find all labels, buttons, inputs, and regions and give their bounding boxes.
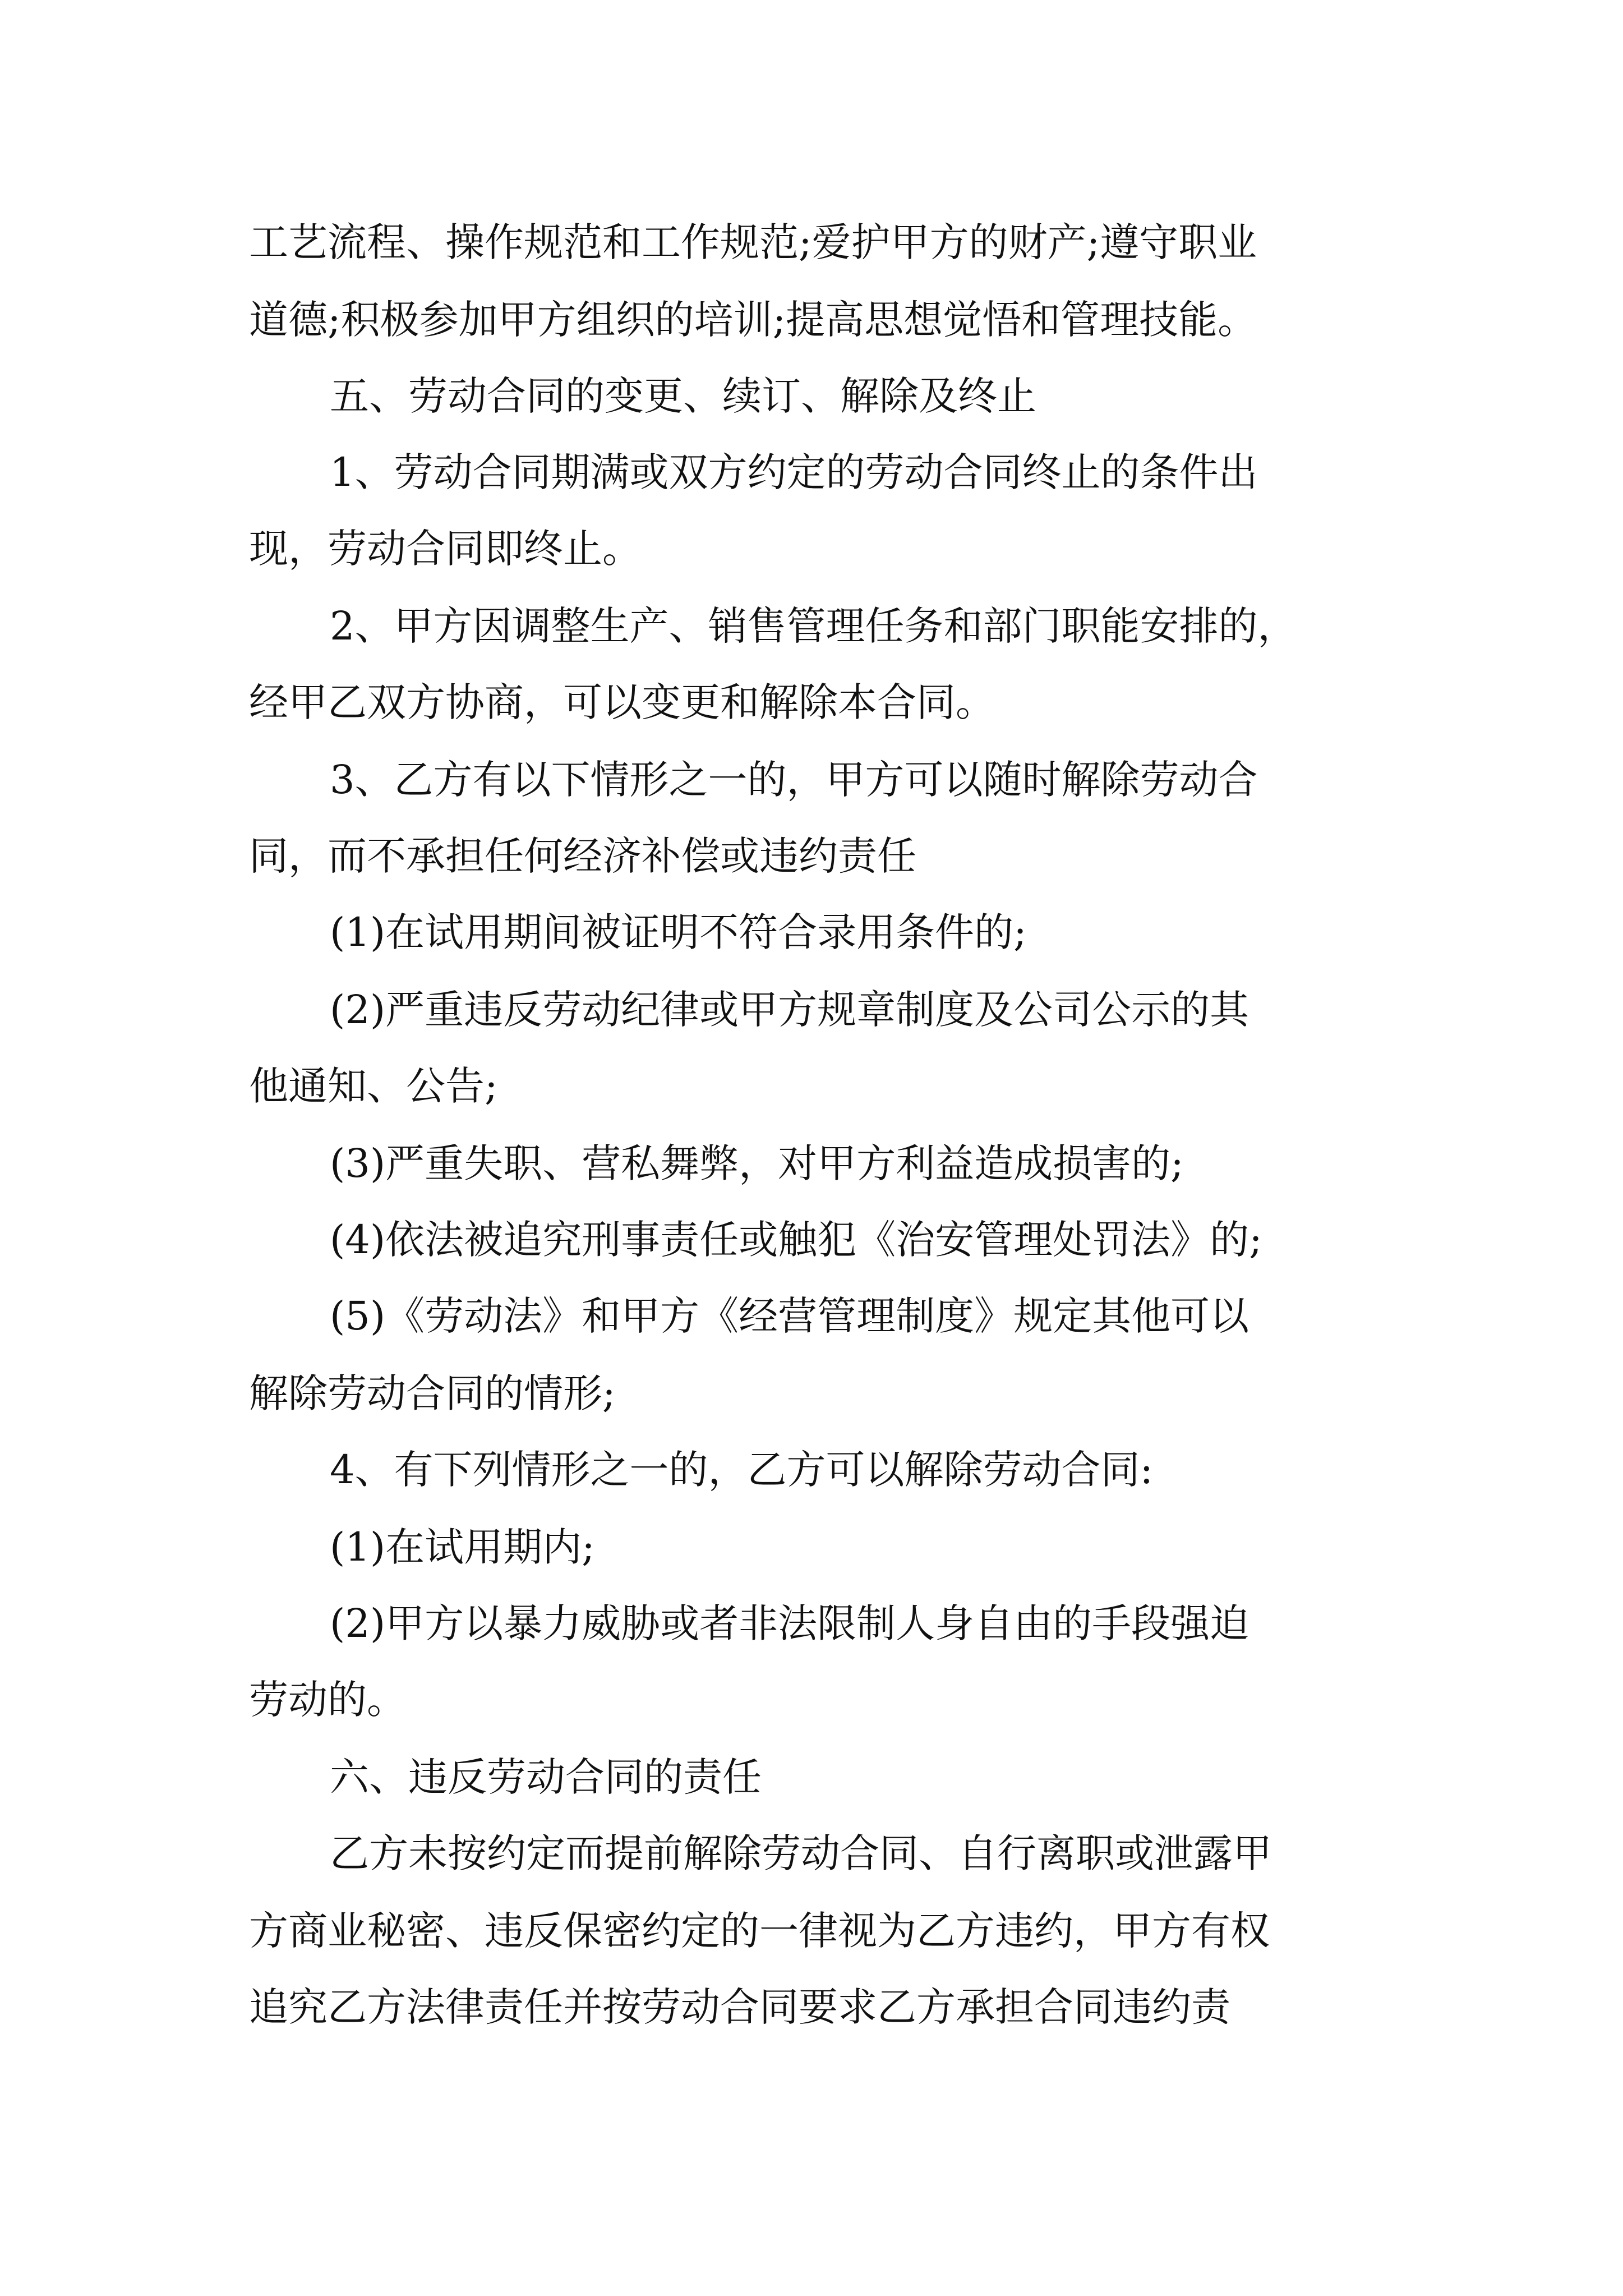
text-line: 工艺流程、操作规范和工作规范;爱护甲方的财产;遵守职业 bbox=[249, 219, 1257, 265]
text-line: 同，而不承担任何经济补偿或违约责任 bbox=[249, 833, 916, 879]
list-item: (5)《劳动法》和甲方《经营管理制度》规定其他可以 bbox=[330, 1293, 1249, 1339]
text-line: 方商业秘密、违反保密约定的一律视为乙方违约，甲方有权 bbox=[249, 1908, 1270, 1954]
section-heading: 六、违反劳动合同的责任 bbox=[330, 1754, 762, 1800]
text-line: 现，劳动合同即终止。 bbox=[249, 526, 642, 572]
text-line: 解除劳动合同的情形; bbox=[249, 1370, 616, 1416]
list-item: (3)严重失职、营私舞弊，对甲方利益造成损害的; bbox=[330, 1140, 1184, 1186]
text-line: 劳动的。 bbox=[249, 1677, 406, 1723]
list-item: (1)在试用期间被证明不符合录用条件的; bbox=[330, 909, 1027, 955]
list-item: (1)在试用期内; bbox=[330, 1524, 595, 1570]
text-line: 2、甲方因调整生产、销售管理任务和部门职能安排的， bbox=[330, 603, 1297, 649]
text-line: 经甲乙双方协商，可以变更和解除本合同。 bbox=[249, 679, 995, 725]
section-heading: 五、劳动合同的变更、续订、解除及终止 bbox=[330, 373, 1036, 419]
text-line: 他通知、公告; bbox=[249, 1063, 498, 1109]
list-item: (4)依法被追究刑事责任或触犯《治安管理处罚法》的; bbox=[330, 1217, 1262, 1263]
text-line: 道德;积极参加甲方组织的培训;提高思想觉悟和管理技能。 bbox=[249, 297, 1257, 343]
text-line: 4、有下列情形之一的，乙方可以解除劳动合同: bbox=[330, 1447, 1154, 1493]
text-line: 1、劳动合同期满或双方约定的劳动合同终止的条件出 bbox=[330, 449, 1258, 495]
list-item: (2)严重违反劳动纪律或甲方规章制度及公司公示的其 bbox=[330, 987, 1249, 1033]
list-item: (2)甲方以暴力威胁或者非法限制人身自由的手段强迫 bbox=[330, 1600, 1249, 1646]
text-line: 乙方未按约定而提前解除劳动合同、自行离职或泄露甲 bbox=[330, 1830, 1272, 1876]
text-line: 3、乙方有以下情形之一的，甲方可以随时解除劳动合 bbox=[330, 757, 1258, 803]
text-line: 追究乙方法律责任并按劳动合同要求乙方承担合同违约责 bbox=[249, 1984, 1230, 2030]
